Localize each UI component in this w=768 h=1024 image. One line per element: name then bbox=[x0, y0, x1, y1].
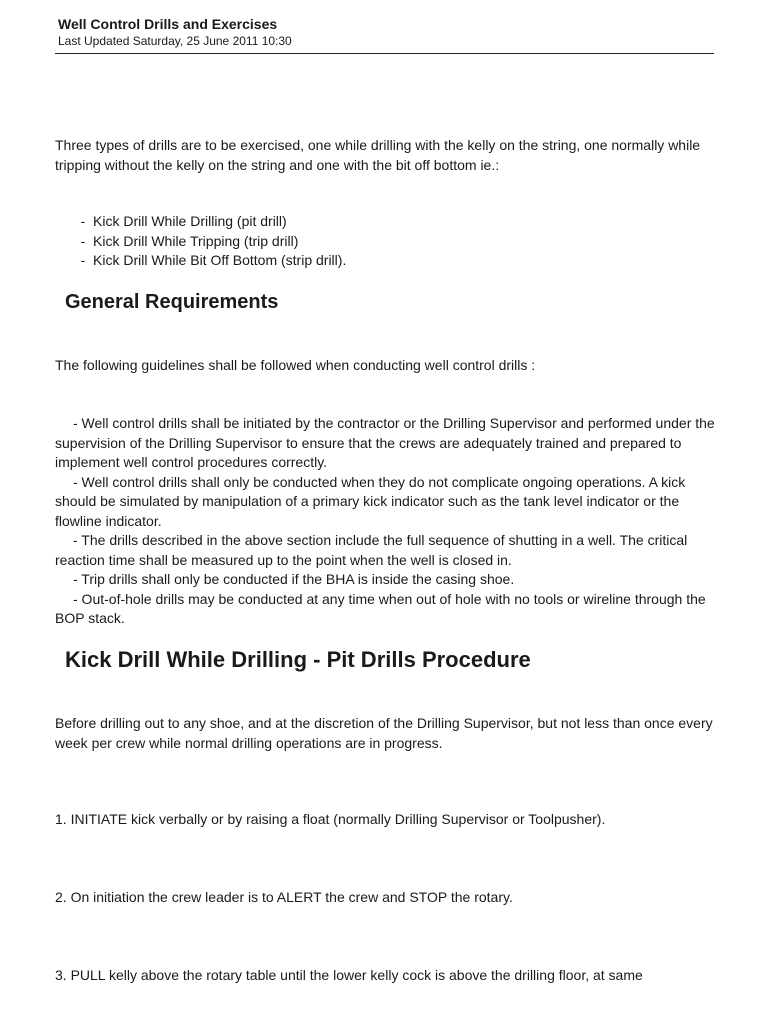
header-divider bbox=[55, 53, 714, 54]
general-requirements-list bbox=[55, 414, 715, 629]
list-item: - Kick Drill While Bit Off Bottom (strip drill). bbox=[80, 252, 347, 268]
procedure-step-3: 3. PULL kelly above the rotary table until the lower kelly cock is above the drilling floor, at same bbox=[55, 967, 643, 983]
procedure-step-1: 1. INITIATE kick verbally or by raising a float (normally Drilling Supervisor or Toolpusher). bbox=[55, 811, 606, 827]
general-requirements-heading: General Requirements bbox=[65, 291, 279, 313]
list-item: - Well control drills shall only be conducted when they do not complicate ongoing operations. A kick should be simulated by manipulation of a primary kick indicator such as the tank level indicator or the flowline indicator. bbox=[55, 473, 686, 529]
pit-drill-heading: Kick Drill While Drilling - Pit Drills Procedure bbox=[65, 647, 531, 672]
list-item: - Well control drills shall be initiated by the contractor or the Drilling Supervisor and performed under the supervision of the Drilling Supervisor to ensure that the crews are adequately trained and prepared to implement well control procedures correctly. bbox=[55, 415, 715, 470]
drill-types-list bbox=[55, 212, 715, 271]
procedure-step-2: 2. On initiation the crew leader is to ALERT the crew and STOP the rotary. bbox=[55, 889, 513, 905]
list-item: - Trip drills shall only be conducted if the BHA is inside the casing shoe. bbox=[73, 571, 515, 587]
general-lead: The following guidelines shall be followed when conducting well control drills : bbox=[55, 357, 536, 373]
list-item: - The drills described in the above section include the full sequence of shutting in a well. The critical reaction time shall be measured up to the point when the well is closed in. bbox=[55, 532, 688, 568]
intro-paragraph: Three types of drills are to be exercised, one while drilling with the kelly on the string, one normally while tripping without the kelly on the string and one with the bit off bottom ie.: bbox=[55, 137, 701, 173]
pit-drill-lead: Before drilling out to any shoe, and at the discretion of the Drilling Supervisor, but not less than once every week per crew while normal drilling operations are in progress. bbox=[55, 715, 713, 751]
document-title: Well Control Drills and Exercises bbox=[58, 16, 278, 32]
last-updated: Last Updated Saturday, 25 June 2011 10:30 bbox=[58, 34, 292, 48]
list-item: - Kick Drill While Drilling (pit drill) bbox=[80, 213, 287, 229]
list-item: - Out-of-hole drills may be conducted at any time when out of hole with no tools or wireline through the BOP stack. bbox=[55, 590, 706, 626]
list-item: - Kick Drill While Tripping (trip drill) bbox=[80, 232, 299, 249]
